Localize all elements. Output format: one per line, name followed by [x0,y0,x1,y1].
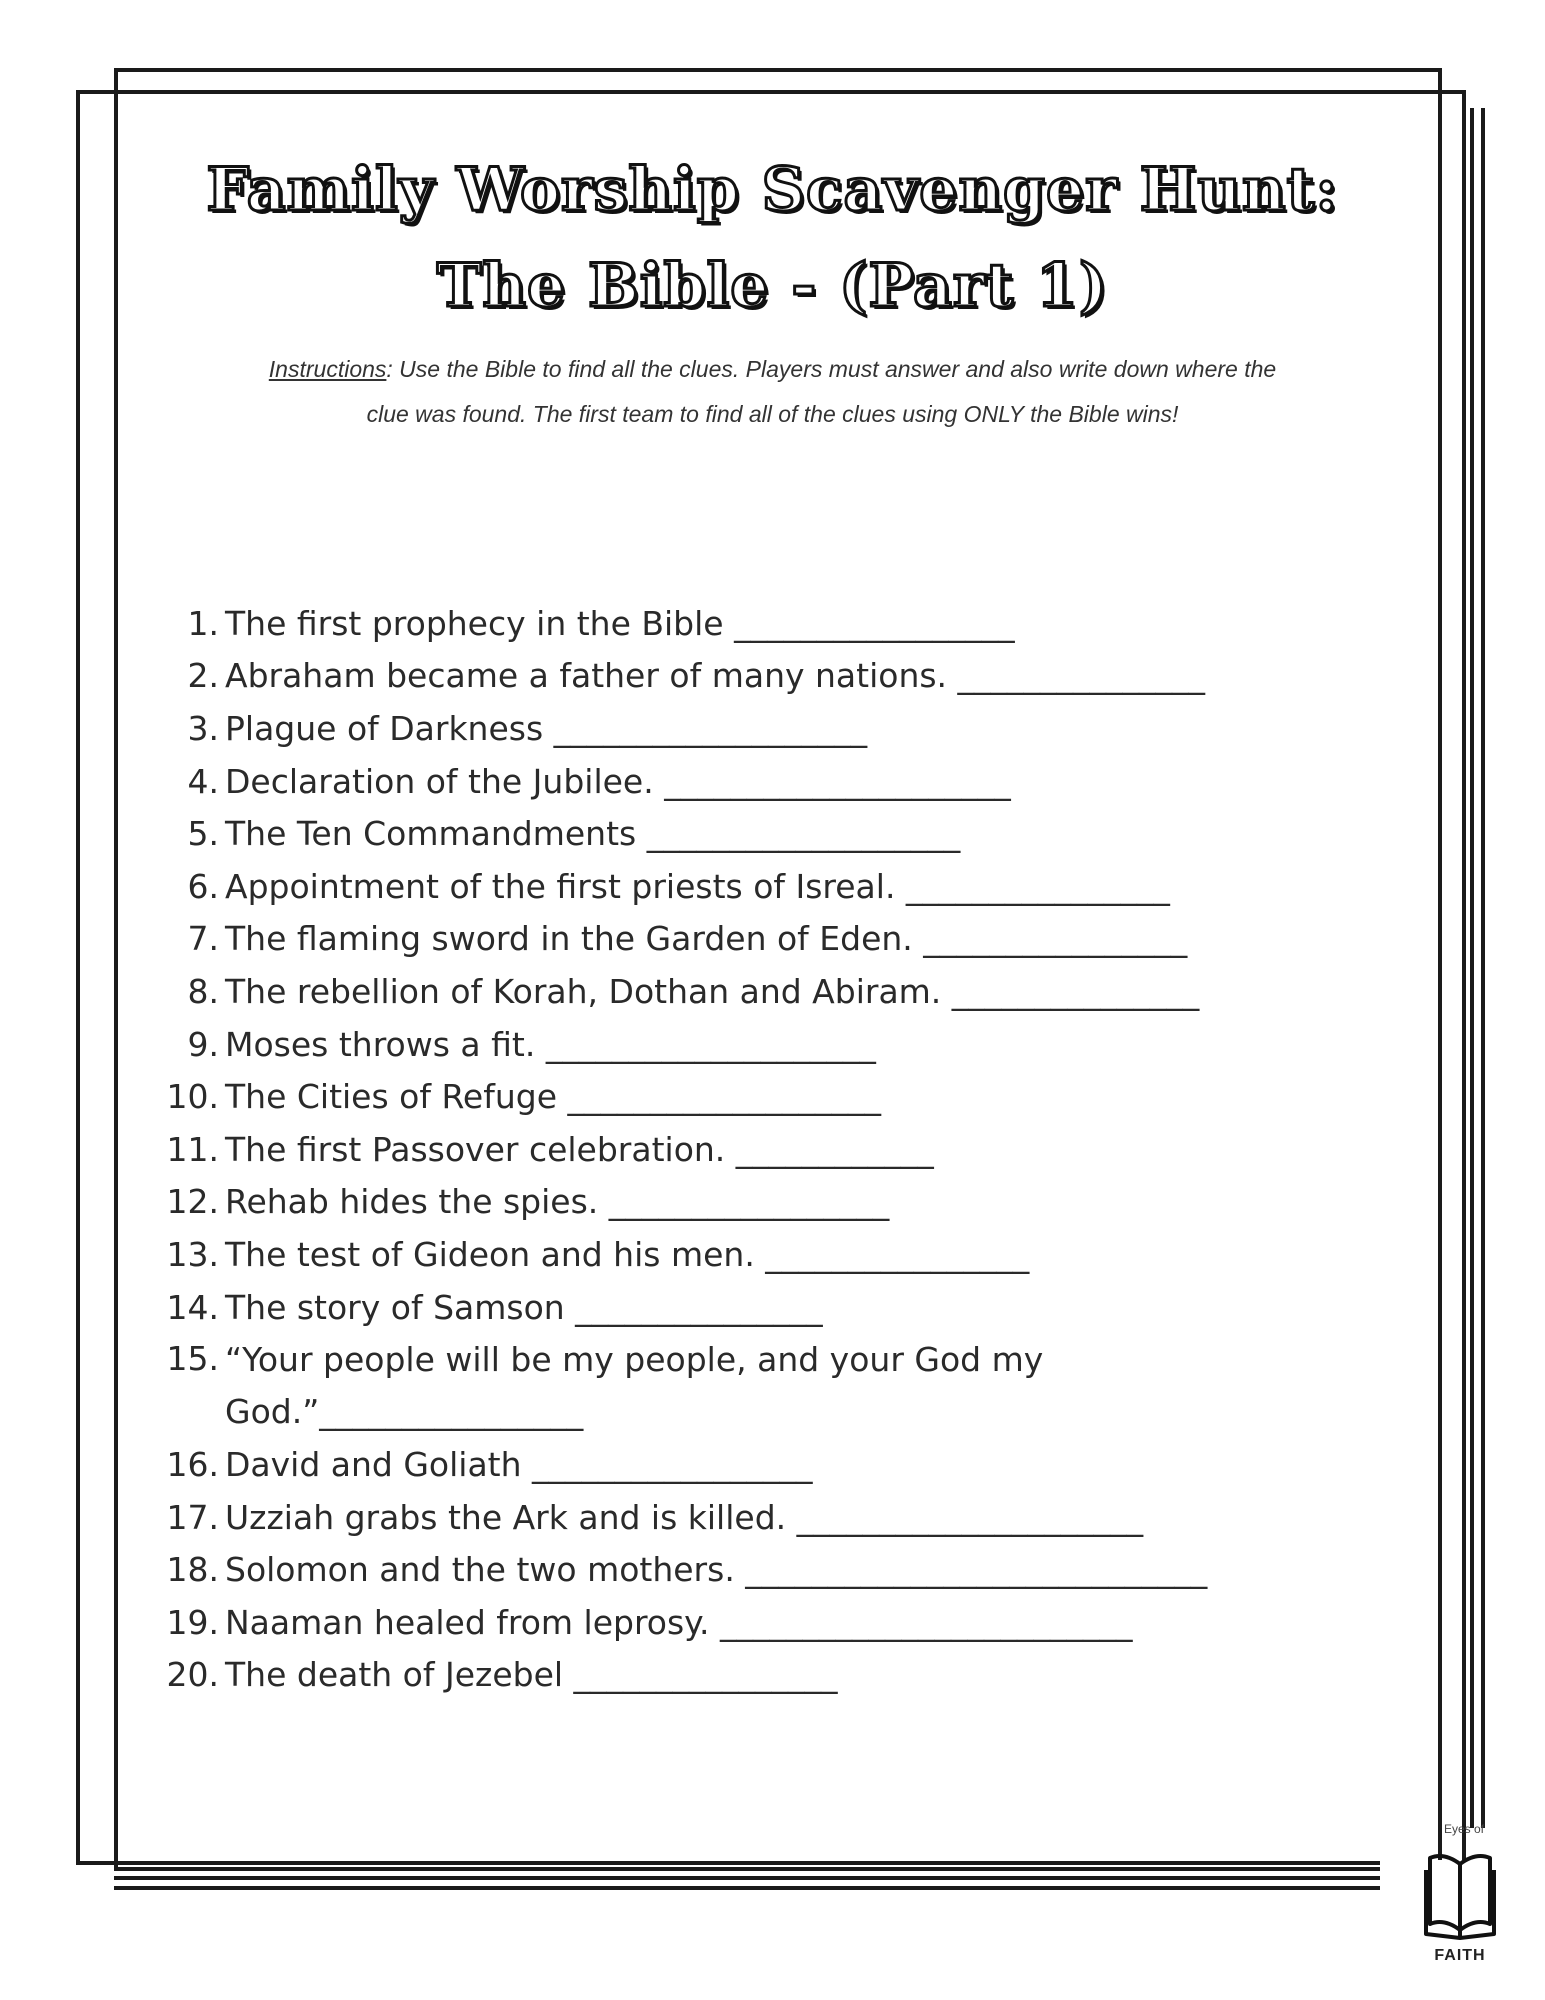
open-book-icon [1424,1842,1496,1942]
clue-number: 14. [166,1287,219,1327]
clue-number: 19. [166,1602,219,1642]
clue-number: 4. [187,761,219,801]
clue-number: 12. [166,1182,219,1222]
clue-text: Solomon and the two mothers. ____________________________ [225,1550,1208,1590]
logo-bottom-text: FAITH [1434,1947,1486,1964]
clue-item [145,1438,1345,1491]
clue-number: 7. [187,919,219,959]
clue-text: The rebellion of Korah, Dothan and Abiram. _______________ [225,971,1200,1011]
instructions [230,347,1315,437]
clue-item [145,1281,1345,1334]
clue-item [145,1228,1345,1281]
clue-item [145,1544,1345,1597]
clue-item [145,702,1345,755]
clue-text: Rehab hides the spies. _________________ [225,1182,890,1222]
clue-text: The first Passover celebration. ____________ [225,1129,934,1169]
clue-item [145,1491,1345,1544]
page-title [100,142,1445,334]
clue-text: The Ten Commandments ___________________ [225,814,961,854]
clue-text: “Your people will be my people, and your God my God.”________________ [225,1340,1044,1432]
instructions-text-1: : Use the Bible to find all the clues. Players must answer and also write down where the [386,356,1277,382]
clue-text: The story of Samson _______________ [225,1287,823,1327]
clue-text: Declaration of the Jubilee. _____________________ [225,761,1011,801]
clue-item [145,1123,1345,1176]
clue-list [145,597,1345,1701]
clue-item [145,1596,1345,1649]
clue-item [145,913,1345,966]
page-border-right-line-2 [1481,108,1485,1828]
clue-text: The first prophecy in the Bible _________________ [225,603,1015,643]
page-border-right-line-1 [1470,108,1474,1828]
clue-item [145,807,1345,860]
clue-text: David and Goliath _________________ [225,1445,813,1485]
eyes-of-faith-logo [1410,1822,1510,1972]
clue-text: Abraham became a father of many nations. _______________ [225,656,1206,696]
clue-number: 11. [166,1129,219,1169]
clue-number: 3. [187,708,219,748]
clue-number: 5. [187,814,219,854]
clue-number: 17. [166,1497,219,1537]
clue-text: Naaman healed from leprosy. _________________________ [225,1602,1133,1642]
clue-number: 8. [187,971,219,1011]
clue-number: 16. [166,1445,219,1485]
page-border-bottom-line-2 [114,1886,1386,1890]
clue-number: 13. [166,1234,219,1274]
clue-item [145,650,1345,703]
clue-item [145,1176,1345,1229]
clue-number: 10. [166,1077,219,1117]
clue-text: The flaming sword in the Garden of Eden. ________________ [225,919,1188,959]
clue-text: The death of Jezebel ________________ [225,1655,838,1695]
clue-item [145,597,1345,650]
clue-item [145,1018,1345,1071]
clue-text: The Cities of Refuge ___________________ [225,1077,881,1117]
clue-text: Moses throws a fit. ____________________ [225,1024,876,1064]
clue-item [145,1649,1345,1702]
clue-number: 20. [166,1655,219,1695]
instructions-label: Instructions [268,356,387,382]
clue-number: 15. [166,1339,219,1379]
clue-number: 2. [187,656,219,696]
page-border-bottom-line-1 [114,1876,1386,1880]
clue-number: 1. [187,603,219,643]
clue-text: Plague of Darkness ___________________ [225,708,868,748]
logo-top-text: Eyes of [1443,1822,1485,1836]
title-line-1: Family Worship Scavenger Hunt: [206,155,1339,225]
clue-number: 9. [187,1024,219,1064]
clue-number: 6. [187,866,219,906]
clue-text: Appointment of the first priests of Isreal. ________________ [225,866,1170,906]
clue-text: The test of Gideon and his men. ________________ [225,1234,1030,1274]
instructions-text-2: clue was found. The first team to find all of the clues using ONLY the Bible wins! [366,401,1179,427]
clue-text: Uzziah grabs the Ark and is killed. _____________________ [225,1497,1144,1537]
clue-item [145,965,1345,1018]
title-line-2: The Bible - (Part 1) [436,251,1109,321]
clue-item [145,1070,1345,1123]
clue-item [145,1333,1345,1438]
clue-item [145,860,1345,913]
clue-number: 18. [166,1550,219,1590]
clue-item [145,755,1345,808]
